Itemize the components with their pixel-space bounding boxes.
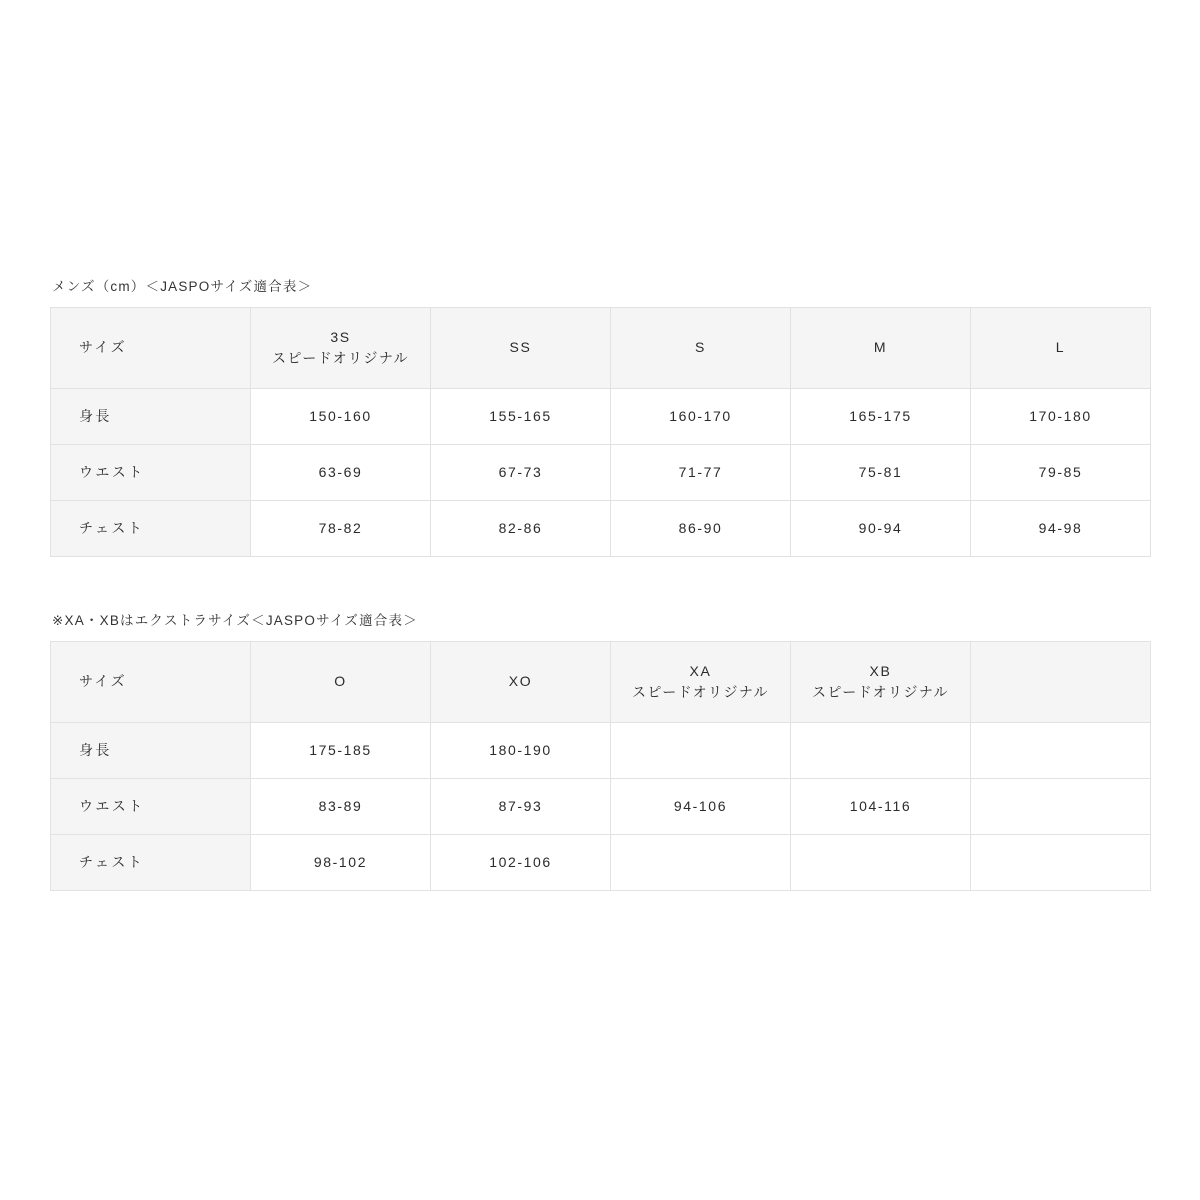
table-row (51, 388, 1151, 444)
table-cell: 63-69 (251, 444, 431, 500)
table-cell (791, 722, 971, 778)
table-cell: 98-102 (251, 834, 431, 890)
row-label-chest: チェスト (51, 500, 251, 556)
column-header-main: L (1055, 339, 1066, 356)
column-header-sub: スピードオリジナル (632, 683, 769, 700)
table-cell (971, 834, 1151, 890)
row-label-chest: チェスト (51, 834, 251, 890)
column-header-size (51, 307, 251, 388)
column-header-main: XA (689, 662, 712, 679)
table-header-row (51, 641, 1151, 722)
row-label-waist: ウエスト (51, 444, 251, 500)
column-header-sub: スピードオリジナル (272, 349, 409, 366)
table-cell: 79-85 (971, 444, 1151, 500)
table-cell (971, 722, 1151, 778)
table-row (51, 722, 1151, 778)
column-header-main: サイズ (79, 339, 128, 356)
column-header-main: M (873, 339, 888, 356)
column-header-main: O (334, 673, 347, 690)
column-header-main: SS (509, 339, 532, 356)
table-cell: 102-106 (431, 834, 611, 890)
extra-size-table (50, 641, 1151, 891)
column-header-s (611, 307, 791, 388)
column-header-xo (431, 641, 611, 722)
column-header-main: XB (869, 662, 892, 679)
column-header-o (251, 641, 431, 722)
table-cell: 160-170 (611, 388, 791, 444)
mens-section-caption: メンズ（cm）＜JASPOサイズ適合表＞ (52, 279, 313, 294)
row-label-waist: ウエスト (51, 778, 251, 834)
table-row (51, 444, 1151, 500)
extra-section-caption: ※XA・XBはエクストラサイズ＜JASPOサイズ適合表＞ (52, 613, 418, 628)
mens-size-table (50, 307, 1151, 557)
column-header-main: XO (508, 673, 533, 690)
column-header-main: S (695, 339, 706, 356)
table-cell: 82-86 (431, 500, 611, 556)
row-label-height: 身長 (51, 722, 251, 778)
column-header-m (791, 307, 971, 388)
table-cell (791, 834, 971, 890)
column-header-sub: スピードオリジナル (812, 683, 949, 700)
table-cell: 175-185 (251, 722, 431, 778)
table-cell: 67-73 (431, 444, 611, 500)
table-cell: 87-93 (431, 778, 611, 834)
table-cell: 71-77 (611, 444, 791, 500)
table-cell: 94-106 (611, 778, 791, 834)
table-cell (611, 722, 791, 778)
column-header-xa (611, 641, 791, 722)
column-header-3s (251, 307, 431, 388)
table-cell: 155-165 (431, 388, 611, 444)
table-header-row (51, 307, 1151, 388)
table-row (51, 500, 1151, 556)
table-row (51, 778, 1151, 834)
row-label-height: 身長 (51, 388, 251, 444)
table-cell: 90-94 (791, 500, 971, 556)
table-cell: 150-160 (251, 388, 431, 444)
table-cell: 78-82 (251, 500, 431, 556)
column-header-blank (971, 641, 1151, 722)
table-cell: 94-98 (971, 500, 1151, 556)
table-cell: 75-81 (791, 444, 971, 500)
column-header-xb (791, 641, 971, 722)
column-header-main: サイズ (79, 673, 128, 690)
table-cell (971, 778, 1151, 834)
table-cell: 165-175 (791, 388, 971, 444)
table-cell: 104-116 (791, 778, 971, 834)
table-row (51, 834, 1151, 890)
table-cell: 170-180 (971, 388, 1151, 444)
table-cell: 83-89 (251, 778, 431, 834)
extra-size-section (50, 612, 1150, 891)
table-cell: 86-90 (611, 500, 791, 556)
column-header-size (51, 641, 251, 722)
column-header-l (971, 307, 1151, 388)
column-header-ss (431, 307, 611, 388)
mens-size-section (50, 278, 1150, 557)
table-cell: 180-190 (431, 722, 611, 778)
table-cell (611, 834, 791, 890)
column-header-main: 3S (330, 328, 351, 345)
